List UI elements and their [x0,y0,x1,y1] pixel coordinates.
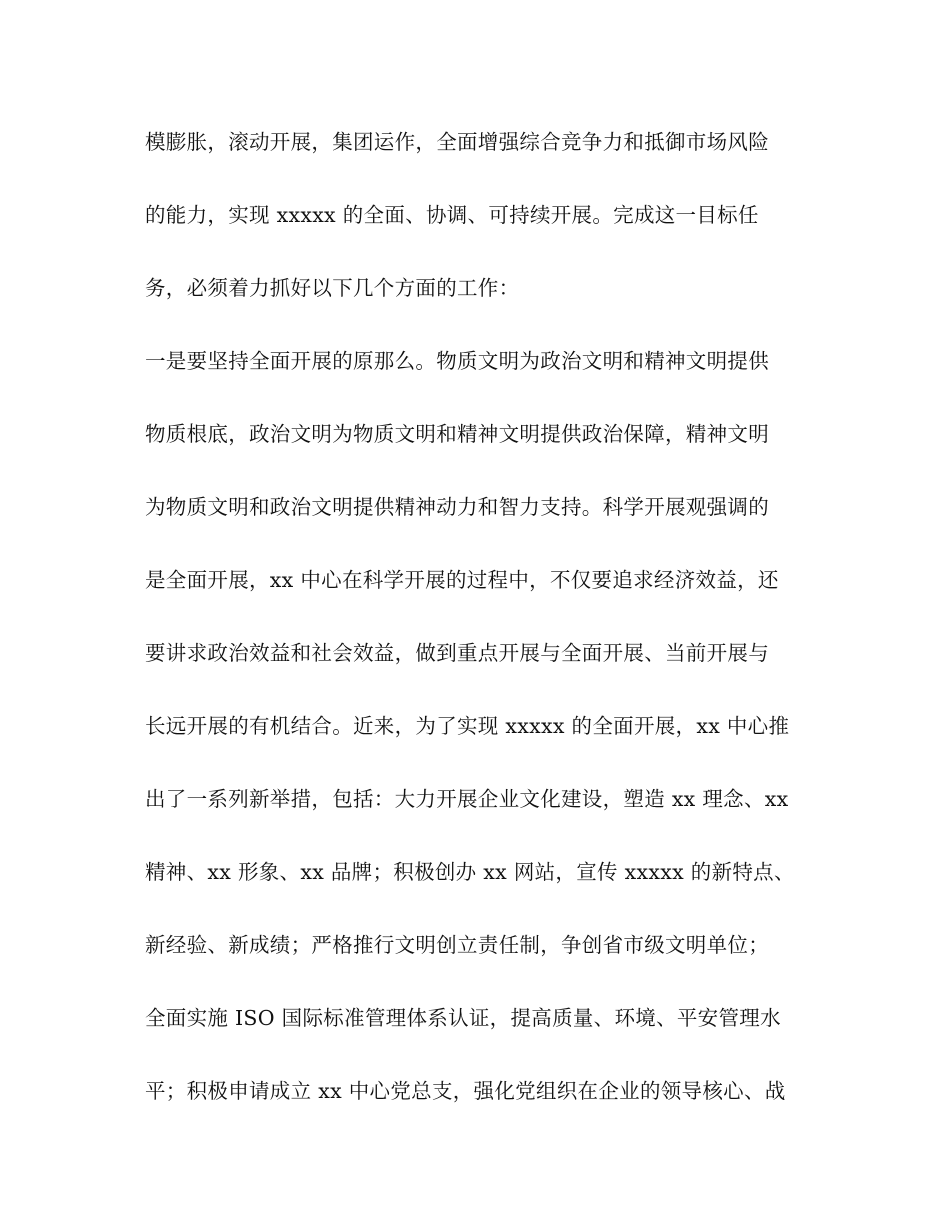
text-line: 长远开展的有机结合。近来，为了实现 xxxxx 的全面开展，xx 中心推 [145,714,790,738]
text-line: 的能力，实现 xxxxx 的全面、协调、可持续开展。完成这一目标任 [145,203,759,227]
text-line: 务，必须着力抓好以下几个方面的工作： [145,276,520,300]
text-line: 为物质文明和政治文明提供精神动力和智力支持。科学开展观强调的 [145,495,769,519]
text-line: 模膨胀，滚动开展，集团运作，全面增强综合竞争力和抵御市场风险 [145,130,769,154]
body-text [145,122,825,1144]
text-line: 精神、xx 形象、xx 品牌；积极创办 xx 网站，宣传 xxxxx 的新特点、 [145,860,795,884]
text-line: 新经验、新成绩；严格推行文明创立责任制，争创省市级文明单位； [145,933,769,957]
text-line: 要讲求政治效益和社会效益，做到重点开展与全面开展、当前开展与 [145,641,769,665]
text-line: 全面实施 ISO 国际标准管理体系认证，提高质量、环境、平安管理水 [145,1006,781,1030]
text-line: 是全面开展，xx 中心在科学开展的过程中，不仅要追求经济效益，还 [145,568,779,592]
text-line: 出了一系列新举措，包括：大力开展企业文化建设，塑造 xx 理念、xx [145,787,789,811]
text-line: 平；积极申请成立 xx 中心党总支，强化党组织在企业的领导核心、战 [145,1079,786,1103]
text-line: 一是要坚持全面开展的原那么。物质文明为政治文明和精神文明提供 [145,349,769,373]
text-line: 物质根底，政治文明为物质文明和精神文明提供政治保障，精神文明 [145,422,769,446]
